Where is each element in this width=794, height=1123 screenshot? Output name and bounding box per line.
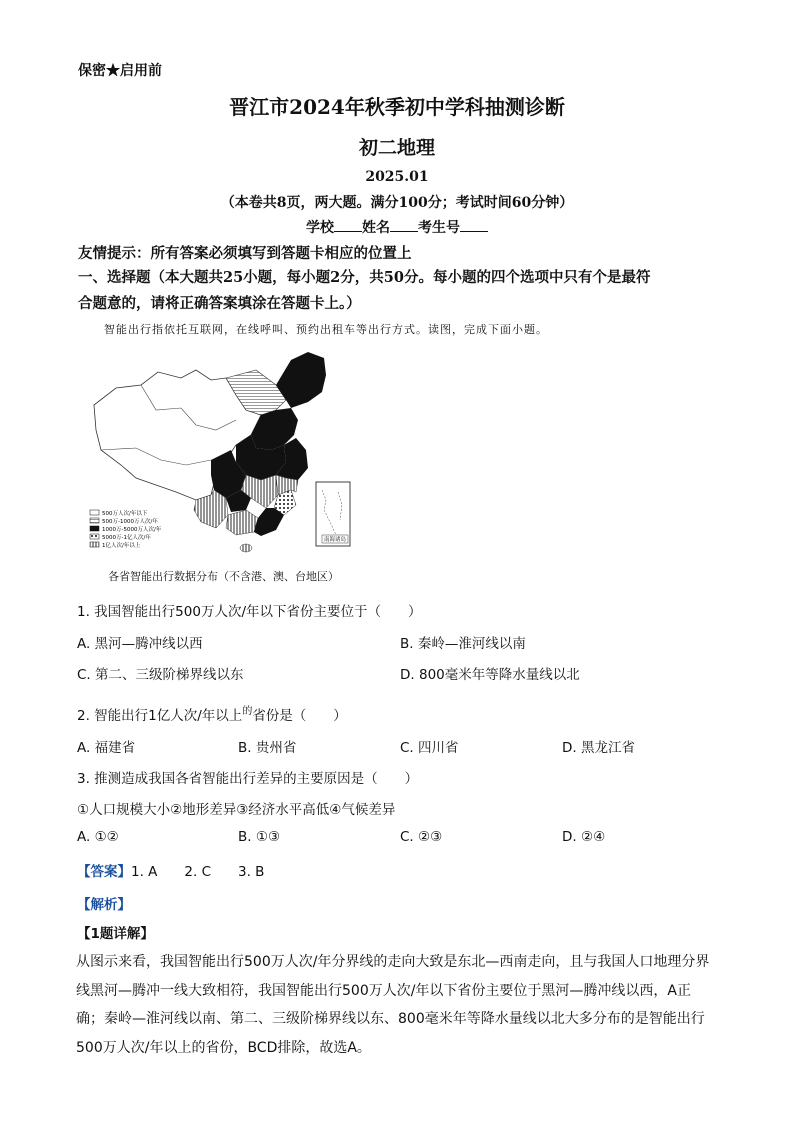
q1-option-d: D. 800毫米年等降水量线以北: [400, 667, 580, 683]
map-legend: [90, 509, 162, 549]
q2-option-a: A. 福建省: [77, 740, 136, 756]
legend-swatch-3: [90, 526, 99, 531]
q2-option-b: B. 贵州省: [238, 740, 297, 756]
name-label: 姓名: [362, 220, 390, 236]
q2-option-d: D. 黑龙江省: [562, 740, 635, 756]
map-guangxi: [226, 510, 258, 535]
legend-label-3: 1000万-5000万人次/年: [102, 527, 162, 533]
exam-note: （本卷共8页，两大题。满分100分；考试时间60分钟）: [220, 195, 574, 211]
q2-option-c: C. 四川省: [400, 740, 459, 756]
map-caption: 各省智能出行数据分布（不含港、澳、台地区）: [108, 570, 339, 583]
q3-sub-items: ①人口规模大小②地形差异③经济水平高低④气候差异: [77, 802, 396, 818]
section-heading: 一、选择题（本大题共25小题，每小题2分，共50分。每小题的四个选项中只有个是最符: [78, 269, 651, 286]
school-label: 学校: [306, 220, 334, 236]
section-heading-cont: 合题意的，请将正确答案填涂在答题卡上。）: [78, 295, 361, 312]
answer-text: 1. A 2. C 3. B: [131, 864, 265, 880]
answer-label: 【答案】: [77, 864, 131, 880]
exam-date: 2025.01: [365, 169, 429, 185]
legend-label-1: 500万人次/年以下: [102, 511, 148, 517]
student-info-line: [0, 217, 794, 237]
question-2-stem: [77, 702, 347, 724]
q1-option-b: B. 秦岭—淮河线以南: [400, 636, 526, 652]
tip-text: 友情提示：所有答案必须填写到答题卡相应的位置上: [78, 245, 412, 262]
intro-text: 智能出行指依托互联网，在线呼叫、预约出租车等出行方式。读图，完成下面小题。: [104, 323, 548, 336]
legend-swatch-1: [90, 510, 99, 515]
q3-option-a: A. ①②: [77, 829, 119, 845]
q3-option-d: D. ②④: [562, 829, 606, 845]
exam-title: 晋江市2024年秋季初中学科抽测诊断: [229, 95, 565, 119]
name-blank: [390, 219, 418, 232]
detail-paragraph: 从图示来看，我国智能出行500万人次/年分界线的走向大致是东北—西南走向，且与我国人口地理分界线黑河—腾冲一线大致相符，我国智能出行500万人次/年以下省份主要位于黑河—腾冲线以西，A正确；秦岭—淮河线以南、第二、三级阶梯界线以东、800毫米年等降水量线以北大多分布的是智能出行500万人次/年以上的省份，BCD排除，故选A。: [76, 954, 710, 1056]
inset-label: 南海诸岛: [323, 537, 347, 543]
map-guangdong: [254, 508, 284, 536]
q3-option-c: C. ②③: [400, 829, 443, 845]
legend-swatch-5: [90, 542, 99, 547]
legend-label-5: 1亿人次/年以上: [102, 543, 141, 549]
legend-label-4: 5000万-1亿人次/年: [102, 535, 151, 541]
school-blank: [334, 219, 362, 232]
question-3-stem: 3. 推测造成我国各省智能出行差异的主要原因是（ ）: [77, 771, 419, 787]
q1-option-c: C. 第二、三级阶梯界线以东: [77, 667, 244, 683]
q1-option-a: A. 黑河—腾冲线以西: [77, 636, 203, 652]
analysis-label: 【解析】: [77, 897, 131, 913]
q2-stem-sup: 的: [242, 706, 253, 717]
legend-label-2: 500万-1000万人次/年: [102, 519, 158, 525]
china-map-figure: [86, 350, 356, 568]
legend-swatch-2: [90, 518, 99, 523]
question-1-stem: 1. 我国智能出行500万人次/年以下省份主要位于（ ）: [77, 604, 422, 620]
secret-label: 保密★启用前: [78, 63, 162, 79]
legend-swatch-4: [90, 534, 99, 539]
map-hainan: [240, 544, 252, 552]
q2-stem-a: 2. 智能出行1亿人次/年以上: [77, 708, 243, 724]
exam-no-blank: [460, 219, 488, 232]
answer-line: [77, 860, 264, 880]
q2-stem-b: 省份是（ ）: [252, 708, 347, 724]
exam-subject: 初二地理: [358, 137, 435, 159]
detail-label: 【1题详解】: [77, 926, 154, 942]
q3-option-b: B. ①③: [238, 829, 281, 845]
exam-no-label: 考生号: [418, 220, 460, 236]
